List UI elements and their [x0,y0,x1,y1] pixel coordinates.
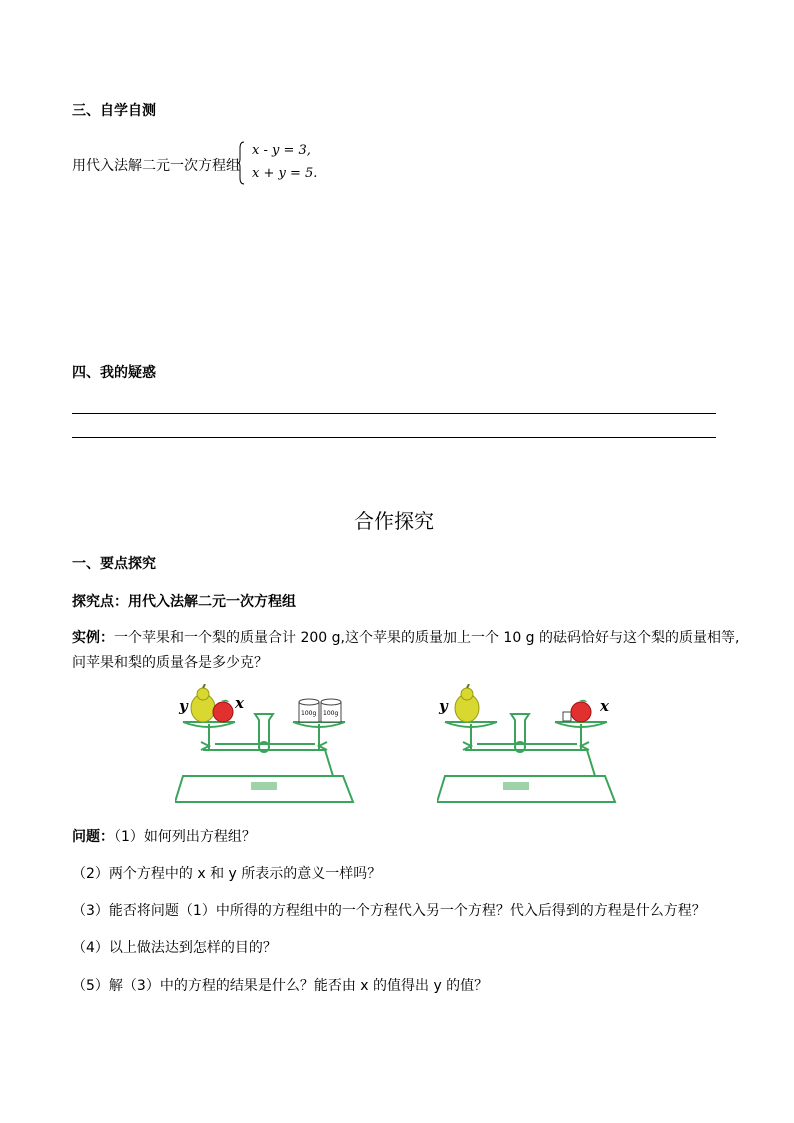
question-4: （4）以上做法达到怎样的目的？ [72,940,277,956]
question-1: （1）如何列出方程组？ [114,829,256,845]
system-prompt: 用代入法解二元一次方程组 [72,158,240,174]
left-brace-icon [238,140,246,186]
section-heading-doubts: 四、我的疑惑 [72,365,156,381]
question-2: （2）两个方程中的 x 和 y 所表示的意义一样吗？ [72,866,382,882]
question-5: （5）解（3）中的方程的结果是什么？能否由 x 的值得出 y 的值？ [72,978,489,994]
label-y-left: y [179,697,188,715]
answer-line-2 [72,437,716,438]
equation-1: x - y = 3, [252,143,311,158]
example-label: 实例： [72,630,114,646]
page-title: 合作探究 [354,509,434,533]
equation-2: x + y = 5. [252,166,318,181]
subheading-key-points: 一、要点探究 [72,556,156,572]
balance-scale-left [175,684,355,808]
balance-scale-right [437,684,617,808]
weight-label-1: 100g [301,710,317,717]
answer-line-1 [72,413,716,414]
question-1-row [72,826,256,846]
example-line-2: 问苹果和梨的质量各是多少克？ [72,655,268,671]
question-3: （3）能否将问题（1）中所得的方程组中的一个方程代入另一个方程？代入后得到的方程是什么方程？ [72,903,706,919]
example-line-1: 一个苹果和一个梨的质量合计 200 g,这个苹果的质量加上一个 10 g 的砝码恰好与这个梨的质量相等, [114,630,740,646]
questions-label: 问题： [72,829,114,845]
label-y-right: y [439,697,448,715]
weight-label-2: 100g [323,710,339,717]
exploration-point: 探究点：用代入法解二元一次方程组 [72,594,296,610]
section-heading-self-test: 三、自学自测 [72,103,156,119]
label-x-right: x [600,697,609,715]
label-x-left: x [235,694,244,712]
example-paragraph [72,627,739,647]
